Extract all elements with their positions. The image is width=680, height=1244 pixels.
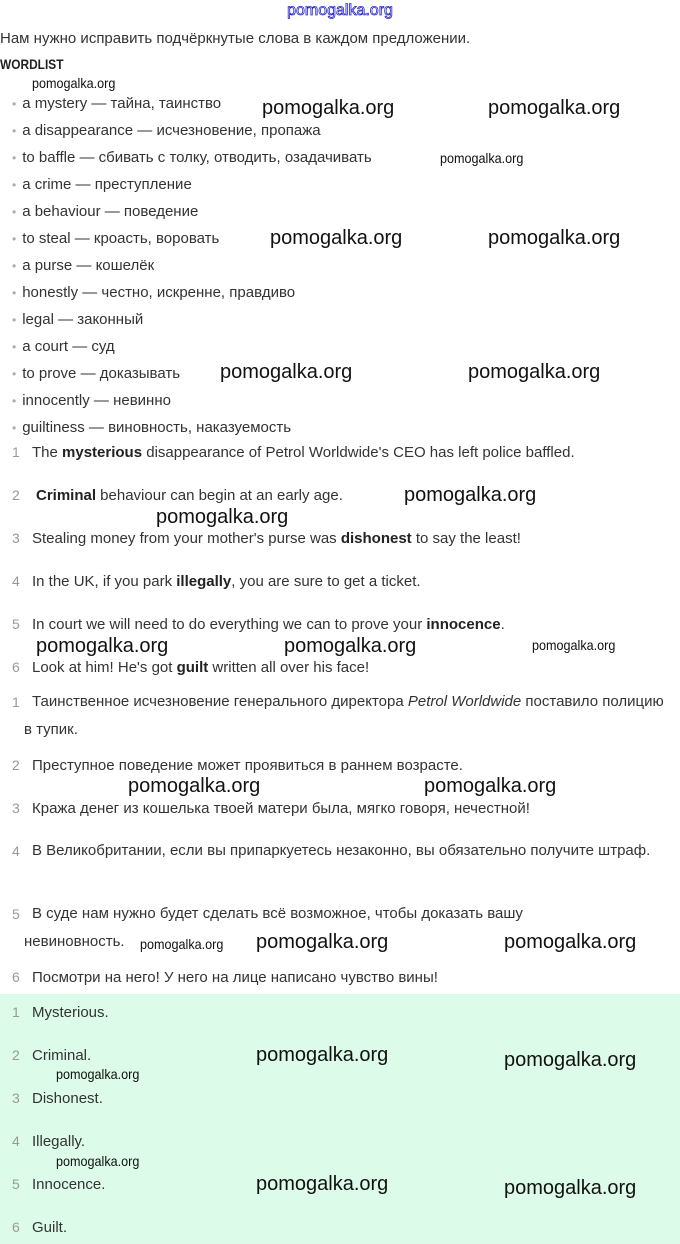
wordlist-item-text: to baffle — сбивать с толку, отводить, озадачивать bbox=[22, 149, 372, 166]
answer-number: 6 bbox=[12, 1219, 20, 1235]
sentence-number: 2 bbox=[12, 487, 20, 503]
answer-number: 5 bbox=[12, 1176, 20, 1192]
sentence-text: Stealing money from your mother's purse was dishonest to say the least! bbox=[32, 530, 521, 547]
answer-text: Criminal. bbox=[32, 1047, 92, 1064]
answer-text: Dishonest. bbox=[32, 1090, 103, 1107]
wordlist-item-text: innocently — невинно bbox=[22, 392, 171, 409]
bullet-icon: • bbox=[12, 151, 17, 165]
sentence-text: Look at him! He's got guilt written all over his face! bbox=[32, 659, 370, 676]
wordlist-item-text: to prove — доказывать bbox=[22, 365, 181, 382]
translation-number: 2 bbox=[12, 757, 20, 773]
wordlist-item-text: a disappearance — исчезновение, пропажа bbox=[22, 122, 321, 139]
bullet-icon: • bbox=[12, 367, 17, 381]
answer-text: Mysterious. bbox=[32, 1004, 109, 1021]
answer-number: 3 bbox=[12, 1090, 20, 1106]
wordlist-item bbox=[12, 338, 115, 356]
translation-number: 1 bbox=[12, 694, 20, 710]
wordlist-item-text: honestly — честно, искренне, правдиво bbox=[22, 284, 296, 301]
wordlist-item bbox=[12, 284, 295, 302]
wordlist-item bbox=[12, 392, 171, 410]
watermark: pomogalka.org bbox=[440, 150, 524, 166]
translation-number: 5 bbox=[12, 906, 20, 922]
wordlist-title: WORDLIST bbox=[0, 56, 64, 72]
translation-text: В Великобритании, если вы припаркуетесь незаконно, вы обязательно получите штраф. bbox=[32, 842, 651, 859]
wordlist-item bbox=[12, 419, 291, 437]
watermark: pomogalka.org bbox=[504, 931, 637, 953]
wordlist-item bbox=[12, 257, 154, 275]
bullet-icon: • bbox=[12, 97, 17, 111]
answer-text: Illegally. bbox=[32, 1133, 86, 1150]
watermark: pomogalka.org bbox=[504, 1177, 637, 1199]
wordlist-item bbox=[12, 203, 198, 221]
watermark: pomogalka.org bbox=[36, 635, 169, 657]
watermark: pomogalka.org bbox=[488, 227, 621, 249]
wordlist-item bbox=[12, 365, 180, 383]
translation-text: Посмотри на него! У него на лице написано чувство вины! bbox=[32, 969, 438, 986]
bullet-icon: • bbox=[12, 421, 17, 435]
watermark: pomogalka.org bbox=[424, 775, 557, 797]
bullet-icon: • bbox=[12, 178, 17, 192]
wordlist-item-text: a court — суд bbox=[22, 338, 115, 355]
answer-text: Innocence. bbox=[32, 1176, 106, 1193]
translation-number: 4 bbox=[12, 843, 20, 859]
watermark: pomogalka.org bbox=[156, 506, 289, 528]
translation-text: В суде нам нужно будет сделать всё возможное, чтобы доказать вашу невиновность. bbox=[24, 905, 523, 950]
wordlist-item bbox=[12, 230, 219, 248]
translation-number: 6 bbox=[12, 969, 20, 985]
sentence-text: Criminal behaviour can begin at an early age. bbox=[36, 487, 343, 504]
bullet-icon: • bbox=[12, 340, 17, 354]
sentence-text: The mysterious disappearance of Petrol Worldwide's CEO has left police baffled. bbox=[32, 444, 575, 461]
watermark: pomogalka.org bbox=[256, 931, 389, 953]
wordlist-item-text: guiltiness — виновность, наказуемость bbox=[22, 419, 292, 436]
watermark: pomogalka.org bbox=[256, 1044, 389, 1066]
sentence-number: 3 bbox=[12, 530, 20, 546]
watermark: pomogalka.org bbox=[128, 775, 261, 797]
wordlist-item bbox=[12, 311, 143, 329]
top-watermark: pomogalka.org bbox=[287, 2, 393, 19]
bullet-icon: • bbox=[12, 313, 17, 327]
translation-text: Преступное поведение может проявиться в раннем возрасте. bbox=[32, 757, 463, 774]
bullet-icon: • bbox=[12, 259, 17, 273]
bullet-icon: • bbox=[12, 205, 17, 219]
wordlist-item-text: a purse — кошелёк bbox=[22, 257, 155, 274]
answer-text: Guilt. bbox=[32, 1219, 68, 1236]
sentence-number: 6 bbox=[12, 659, 20, 675]
wordlist-item bbox=[12, 176, 192, 194]
bullet-icon: • bbox=[12, 232, 17, 246]
sentence-text: In the UK, if you park illegally, you are sure to get a ticket. bbox=[32, 573, 421, 590]
wordlist-item bbox=[12, 95, 221, 113]
watermark: pomogalka.org bbox=[404, 484, 537, 506]
translation-number: 3 bbox=[12, 800, 20, 816]
sentence-number: 4 bbox=[12, 573, 20, 589]
sentence-number: 1 bbox=[12, 444, 20, 460]
wordlist-item bbox=[12, 149, 372, 167]
intro-text: Нам нужно исправить подчёркнутые слова в каждом предложении. bbox=[0, 30, 471, 47]
watermark: pomogalka.org bbox=[56, 1153, 140, 1169]
wordlist-item-text: a mystery — тайна, таинство bbox=[22, 95, 222, 112]
wordlist-item-text: a crime — преступление bbox=[22, 176, 192, 193]
bullet-icon: • bbox=[12, 394, 17, 408]
watermark: pomogalka.org bbox=[532, 637, 616, 653]
wordlist-item-text: to steal — кроасть, воровать bbox=[22, 230, 220, 247]
watermark: pomogalka.org bbox=[56, 1066, 140, 1082]
answer-number: 2 bbox=[12, 1047, 20, 1063]
answers-panel bbox=[0, 994, 680, 1244]
watermark: pomogalka.org bbox=[220, 361, 353, 383]
watermark: pomogalka.org bbox=[468, 361, 601, 383]
sentence-number: 5 bbox=[12, 616, 20, 632]
answer-number: 1 bbox=[12, 1004, 20, 1020]
wordlist-item bbox=[12, 122, 321, 140]
translation-text: Кража денег из кошелька твоей матери была, мягко говоря, нечестной! bbox=[32, 800, 530, 817]
wordlist-item-text: legal — законный bbox=[22, 311, 144, 328]
watermark: pomogalka.org bbox=[262, 97, 395, 119]
watermark: pomogalka.org bbox=[32, 75, 116, 91]
watermark: pomogalka.org bbox=[504, 1049, 637, 1071]
wordlist-item-text: a behaviour — поведение bbox=[22, 203, 199, 220]
bullet-icon: • bbox=[12, 124, 17, 138]
bullet-icon: • bbox=[12, 286, 17, 300]
answer-number: 4 bbox=[12, 1133, 20, 1149]
watermark: pomogalka.org bbox=[284, 635, 417, 657]
watermark: pomogalka.org bbox=[140, 936, 224, 952]
watermark: pomogalka.org bbox=[488, 97, 621, 119]
watermark: pomogalka.org bbox=[256, 1173, 389, 1195]
sentence-text: In court we will need to do everything we can to prove your innocence. bbox=[32, 616, 505, 633]
watermark: pomogalka.org bbox=[270, 227, 403, 249]
translation-text: Таинственное исчезновение генерального директора Petrol Worldwide поставило полицию в тупик. bbox=[24, 693, 664, 738]
